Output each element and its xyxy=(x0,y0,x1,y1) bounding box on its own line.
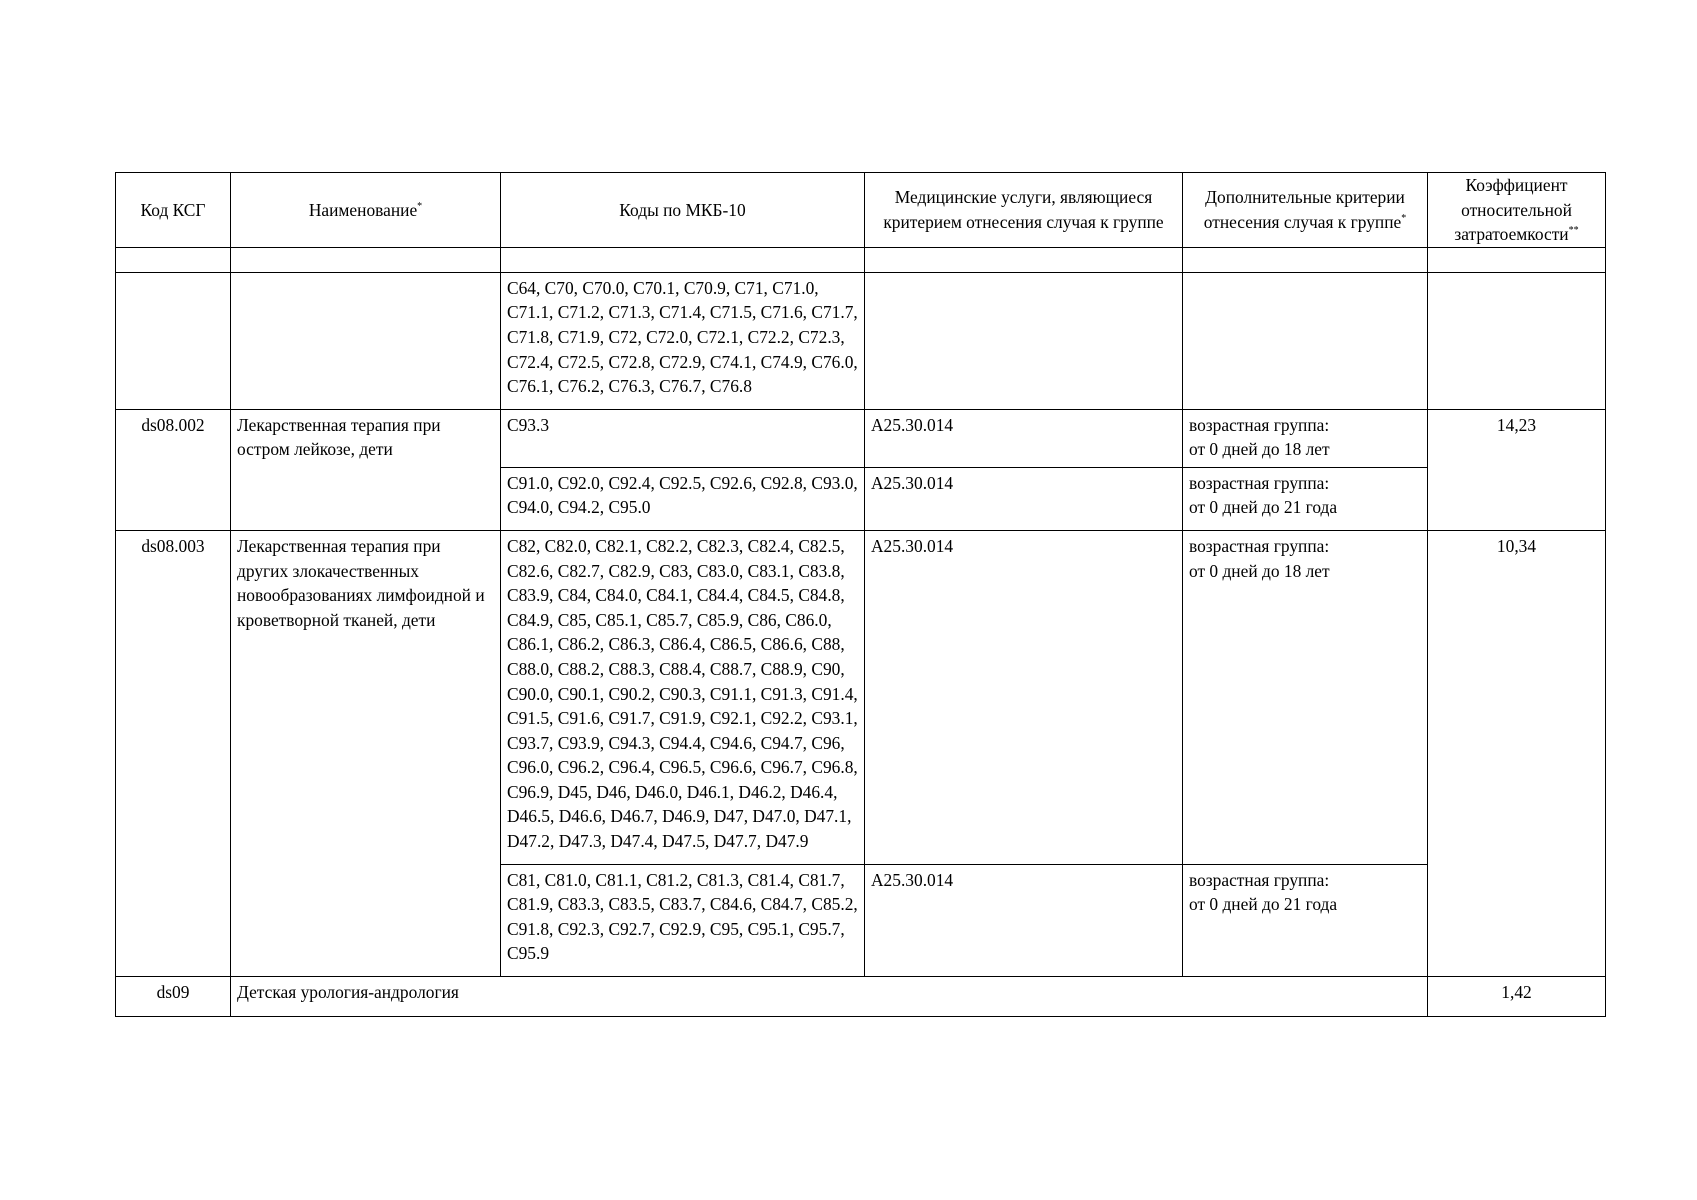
criteria-label: возрастная группа: xyxy=(1189,535,1330,556)
cell-service: A25.30.014 xyxy=(865,409,1183,467)
cell-coef: 10,34 xyxy=(1428,530,1606,976)
header-code: Код КСГ xyxy=(116,173,231,248)
header-medical-services: Медицинские услуги, являющиеся критерием отнесения случая к группе xyxy=(865,173,1183,248)
header-mkb-codes: Коды по МКБ-10 xyxy=(501,173,865,248)
header-name: Наименование* xyxy=(231,173,501,248)
cell-service: A25.30.014 xyxy=(865,467,1183,530)
criteria-label: возрастная группа: xyxy=(1189,414,1330,435)
cell-criteria xyxy=(1183,864,1428,976)
cell-service: A25.30.014 xyxy=(865,530,1183,864)
spacer-cell xyxy=(1428,247,1606,272)
cell-name: Лекарственная терапия при остром лейкозе, дети xyxy=(231,409,501,530)
cell-coef: 14,23 xyxy=(1428,409,1606,530)
cell-code: ds08.002 xyxy=(116,409,231,530)
header-criteria-footnote-mark: * xyxy=(1401,213,1407,225)
cell-service xyxy=(865,272,1183,409)
header-coef-footnote-mark: ** xyxy=(1568,225,1579,237)
header-coefficient: Коэффициент относительной затратоемкости** xyxy=(1428,173,1606,248)
cell-criteria xyxy=(1183,467,1428,530)
cell-criteria xyxy=(1183,272,1428,409)
spacer-cell xyxy=(231,247,501,272)
cell-name: Детская урология-андрология xyxy=(231,977,1428,1017)
cell-name xyxy=(231,272,501,409)
cell-code: ds09 xyxy=(116,977,231,1017)
table-row-continuation xyxy=(116,272,1606,409)
spacer-row xyxy=(116,247,1606,272)
cell-mkb-codes: C81, C81.0, C81.1, C81.2, C81.3, C81.4, C81.7, C81.9, C83.3, C83.5, C83.7, C84.6, C84.7, C85.2, C91.8, C92.3, C92.7, C92.9, C95, C95.1, C95.7, C95.9 xyxy=(501,864,865,976)
cell-criteria xyxy=(1183,409,1428,467)
criteria-label: возрастная группа: xyxy=(1189,472,1330,493)
cell-mkb-codes: C64, C70, C70.0, C70.1, C70.9, C71, C71.0, C71.1, C71.2, C71.3, C71.4, C71.5, C71.6, C71.7, C71.8, C71.9, C72, C72.0, C72.1, C72.2, C72.3, C72.4, C72.5, C72.8, C72.9, C74.1, C74.9, C76.0, C76.1, C76.2, C76.3, C76.7, C76.8 xyxy=(501,272,865,409)
cell-coef: 1,42 xyxy=(1428,977,1606,1017)
criteria-label: возрастная группа: xyxy=(1189,869,1330,890)
cell-criteria xyxy=(1183,530,1428,864)
ksg-table xyxy=(115,172,1606,1017)
table-row-ds09 xyxy=(116,977,1606,1017)
criteria-value: от 0 дней до 21 года xyxy=(1189,497,1338,518)
cell-coef xyxy=(1428,272,1606,409)
criteria-value: от 0 дней до 18 лет xyxy=(1189,560,1330,581)
spacer-cell xyxy=(865,247,1183,272)
criteria-value: от 0 дней до 18 лет xyxy=(1189,439,1330,460)
cell-mkb-codes: C93.3 xyxy=(501,409,865,467)
cell-code xyxy=(116,272,231,409)
header-name-footnote-mark: * xyxy=(417,200,423,212)
header-row xyxy=(116,173,1606,248)
cell-service: A25.30.014 xyxy=(865,864,1183,976)
cell-name: Лекарственная терапия при других злокачественных новообразованиях лимфоидной и кроветворной тканей, дети xyxy=(231,530,501,976)
spacer-cell xyxy=(116,247,231,272)
spacer-cell xyxy=(501,247,865,272)
cell-code: ds08.003 xyxy=(116,530,231,976)
table-row-ds08-002-a xyxy=(116,409,1606,467)
cell-mkb-codes: C91.0, C92.0, C92.4, C92.5, C92.6, C92.8, C93.0, C94.0, C94.2, C95.0 xyxy=(501,467,865,530)
spacer-cell xyxy=(1183,247,1428,272)
table-row-ds08-003-a xyxy=(116,530,1606,864)
header-additional-criteria: Дополнительные критерии отнесения случая к группе* xyxy=(1183,173,1428,248)
criteria-value: от 0 дней до 21 года xyxy=(1189,894,1338,915)
cell-mkb-codes: C82, C82.0, C82.1, C82.2, C82.3, C82.4, C82.5, C82.6, C82.7, C82.9, C83, C83.0, C83.1, C83.8, C83.9, C84, C84.0, C84.1, C84.4, C84.5, C84.8, C84.9, C85, C85.1, C85.7, C85.9, C86, C86.0, C86.1, C86.2, C86.3, C86.4, C86.5, C86.6, C88, C88.0, C88.2, C88.3, C88.4, C88.7, C88.9, C90, C90.0, C90.1, C90.2, C90.3, C91.1, C91.3, C91.4, C91.5, C91.6, C91.7, C91.9, C92.1, C92.2, C93.1, C93.7, C93.9, C94.3, C94.4, C94.6, C94.7, C96, C96.0, C96.2, C96.4, C96.5, C96.6, C96.7, C96.8, C96.9, D45, D46, D46.0, D46.1, D46.2, D46.4, D46.5, D46.6, D46.7, D46.9, D47, D47.0, D47.1, D47.2, D47.3, D47.4, D47.5, D47.7, D47.9 xyxy=(501,530,865,864)
